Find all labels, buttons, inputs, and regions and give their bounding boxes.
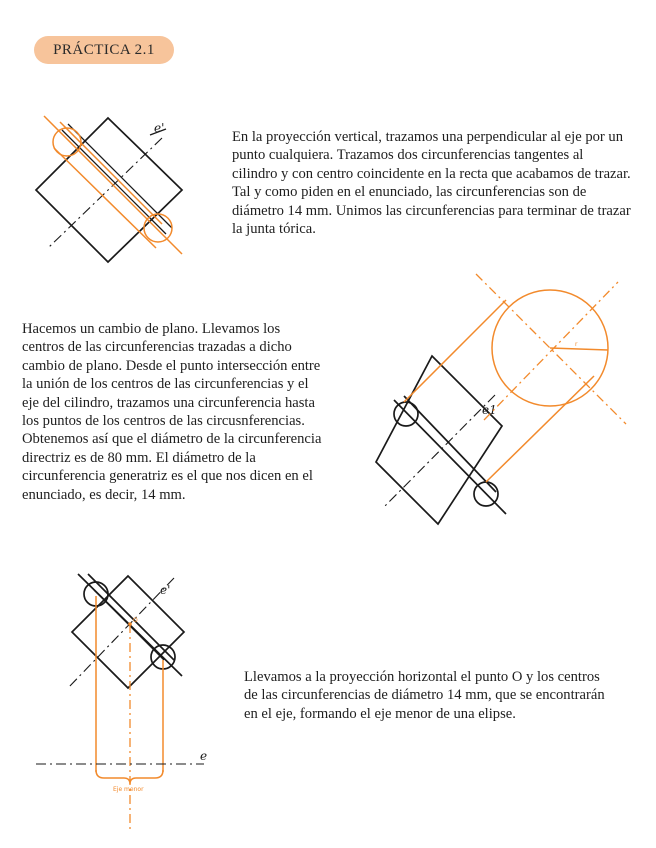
point-o-marker xyxy=(128,622,132,626)
point-o-label: O xyxy=(133,617,138,624)
paragraph-plane-change: Hacemos un cambio de plano. Llevamos los centros de las circunferencias trazadas a dicho cambio de plano. Desde el punto intersección entre la unión de los centros de las circunferencias y el eje del cilindro, trazamos una circunferencia hasta los puntos de los centros de las circusnferencias. Obtenemos así que el diámetro de la circunferencia directriz es de 80 mm. El diámetro de la circunferencia generatriz es el que nos dicen en el enunciado, es decir, 14 mm. xyxy=(22,321,322,503)
axis-label: e' xyxy=(154,121,165,135)
minor-axis-label: Eje menor xyxy=(113,786,144,793)
bottom-axis-label: e xyxy=(200,749,208,763)
paragraph-horizontal-projection: Llevamos a la proyección horizontal el punto O y los centros de las circunferencias de diámetro 14 mm, que se encontrarán en el eje, formando el eje menor de una elipse. xyxy=(244,669,605,722)
axis-label: e1 xyxy=(482,403,497,417)
practice-badge: PRÁCTICA 2.1 xyxy=(34,36,174,64)
axis-label: e' xyxy=(160,583,171,597)
paragraph-vertical-projection: En la proyección vertical, trazamos una perpendicular al eje por un punto cualquiera. Trazamos dos circunferencias tangentes al cilindro y con centro coincidente en la recta que acabamos de trazar. Tal y como piden en el enunciado, las circunferencias son de diámetro 14 mm. Unimos las circunferencias para terminar de trazar la junta tórica. xyxy=(232,129,631,238)
radius-label: r xyxy=(575,341,578,348)
